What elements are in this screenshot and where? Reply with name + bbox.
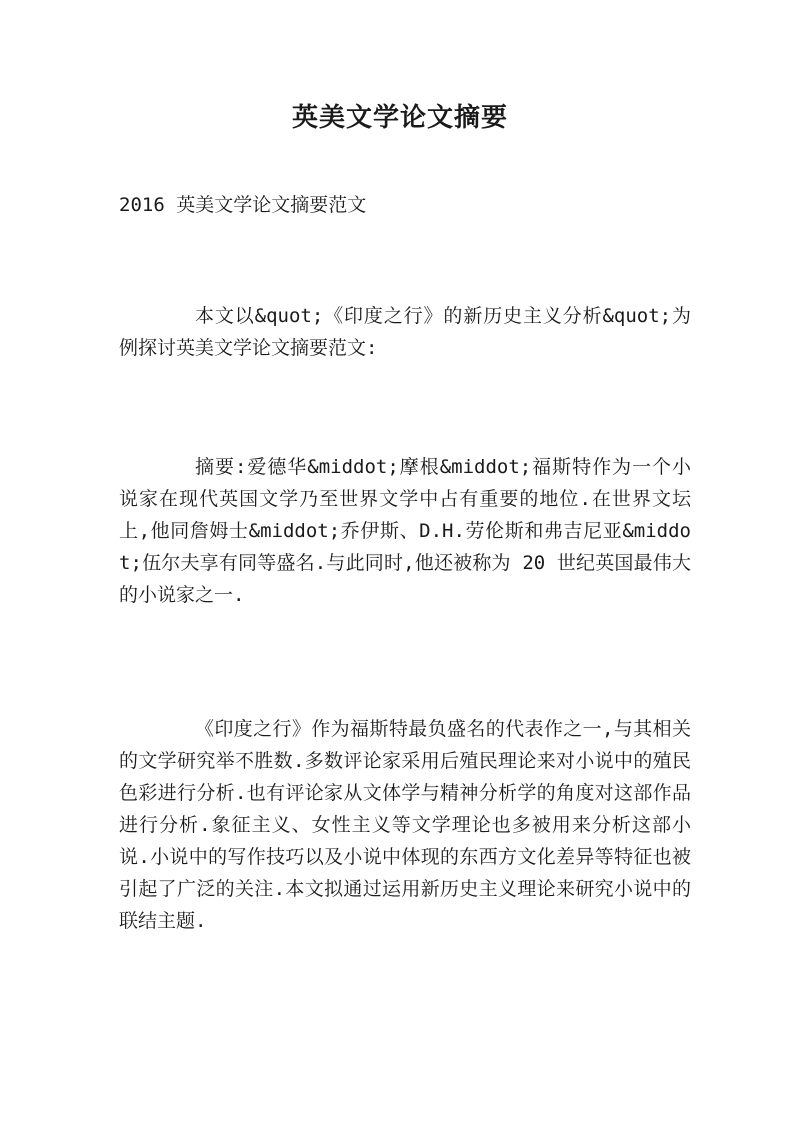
paragraph-body: 《印度之行》作为福斯特最负盛名的代表作之一,与其相关的文学研究举不胜数.多数评论家采用后殖民理论来对小说中的殖民色彩进行分析.也有评论家从文体学与精神分析学的角度对这部作品进行分析.象征主义、女性主义等文学理论也多被用来分析这部小说.小说中的写作技巧以及小说中体现的东西方文化差异等特征也被引起了广泛的关注.本文拟通过运用新历史主义理论来研究小说中的联结主题. [119, 718, 691, 932]
document-title: 英美文学论文摘要 [291, 103, 508, 133]
document-subtitle: 2016 英美文学论文摘要范文 [119, 194, 367, 216]
paragraph-intro: 本文以&quot;《印度之行》的新历史主义分析&quot;为例探讨英美文学论文摘要范文: [119, 305, 691, 359]
paragraph-abstract: 摘要:爱德华&middot;摩根&middot;福斯特作为一个小说家在现代英国文学乃至世界文学中占有重要的地位.在世界文坛上,他同詹姆士&middot;乔伊斯、D.H.劳伦斯和弗吉尼亚&middot;伍尔夫享有同等盛名.与此同时,他还被称为 20 世纪英国最伟大的小说家之一. [119, 456, 691, 606]
